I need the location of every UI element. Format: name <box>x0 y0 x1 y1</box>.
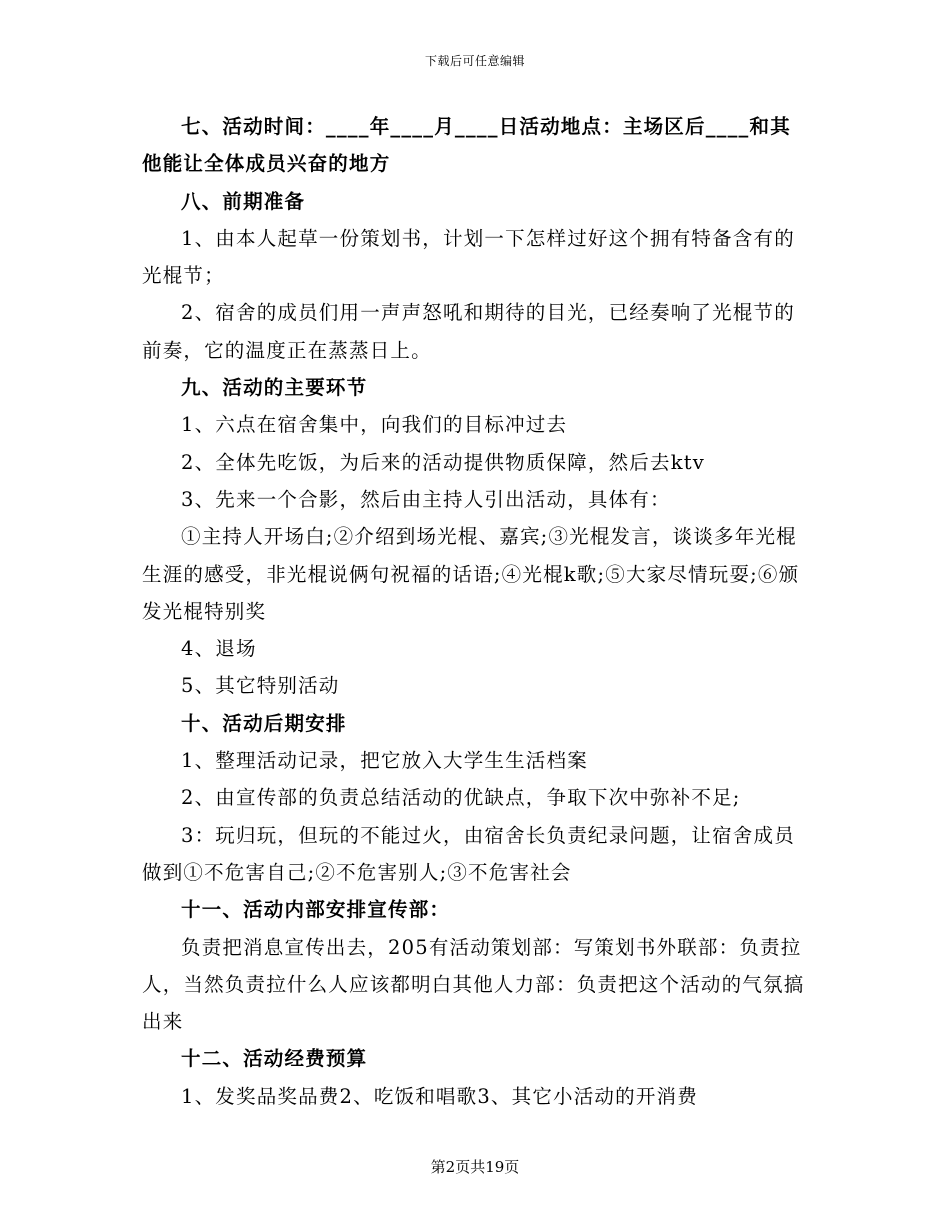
section-heading-9: 九、活动的主要环节 <box>181 376 368 400</box>
paragraph: 负责把消息宣传出去，205有活动策划部：写策划书外联部：负责拉人，当然负责拉什么人应该都明白其他人力部：负责把这个活动的气氛搞出来 <box>142 935 805 1034</box>
paragraph: 1、由本人起草一份策划书，计划一下怎样过好这个拥有特备含有的光棍节； <box>142 226 795 288</box>
page-header: 下载后可任意编辑 <box>424 54 525 68</box>
paragraph: 2、宿舍的成员们用一声声怒吼和期待的目光，已经奏响了光棍节的前奏，它的温度正在蒸蒸日上。 <box>142 301 795 362</box>
section-heading-12: 十二、活动经费预算 <box>181 1047 368 1071</box>
paragraph: 1、整理活动记录，把它放入大学生生活档案 <box>181 749 588 773</box>
section-heading-11: 十一、活动内部安排宣传部： <box>181 898 451 922</box>
paragraph: 4、退场 <box>181 637 257 661</box>
document-body <box>142 108 810 1115</box>
paragraph: ①主持人开场白;②介绍到场光棍、嘉宾;③光棍发言，谈谈多年光棍生涯的感受，非光棍说俩句祝福的话语;④光棍k歌;⑤大家尽情玩耍;⑥颁发光棍特别奖 <box>142 525 800 623</box>
paragraph: 1、发奖品奖品费2、吃饭和唱歌3、其它小活动的开消费 <box>181 1084 698 1108</box>
paragraph: 2、由宣传部的负责总结活动的优缺点，争取下次中弥补不足; <box>181 786 741 810</box>
section-heading-7: 七、活动时间：____年____月____日活动地点：主场区后____和其他能让全体成员兴奋的地方 <box>142 115 791 176</box>
paragraph: 1、六点在宿舍集中，向我们的目标冲过去 <box>181 413 568 437</box>
section-heading-8: 八、前期准备 <box>181 189 306 213</box>
paragraph: 5、其它特别活动 <box>181 674 340 698</box>
paragraph: 3、先来一个合影，然后由主持人引出活动，具体有： <box>181 487 671 511</box>
paragraph: 3：玩归玩，但玩的不能过火，由宿舍长负责纪录问题，让宿舍成员做到①不危害自己;②不危害别人;③不危害社会 <box>142 823 795 884</box>
paragraph: 2、全体先吃饭，为后来的活动提供物质保障，然后去ktv <box>181 450 705 474</box>
section-heading-10: 十、活动后期安排 <box>181 711 347 735</box>
page-footer: 第2页共19页 <box>430 1158 520 1176</box>
